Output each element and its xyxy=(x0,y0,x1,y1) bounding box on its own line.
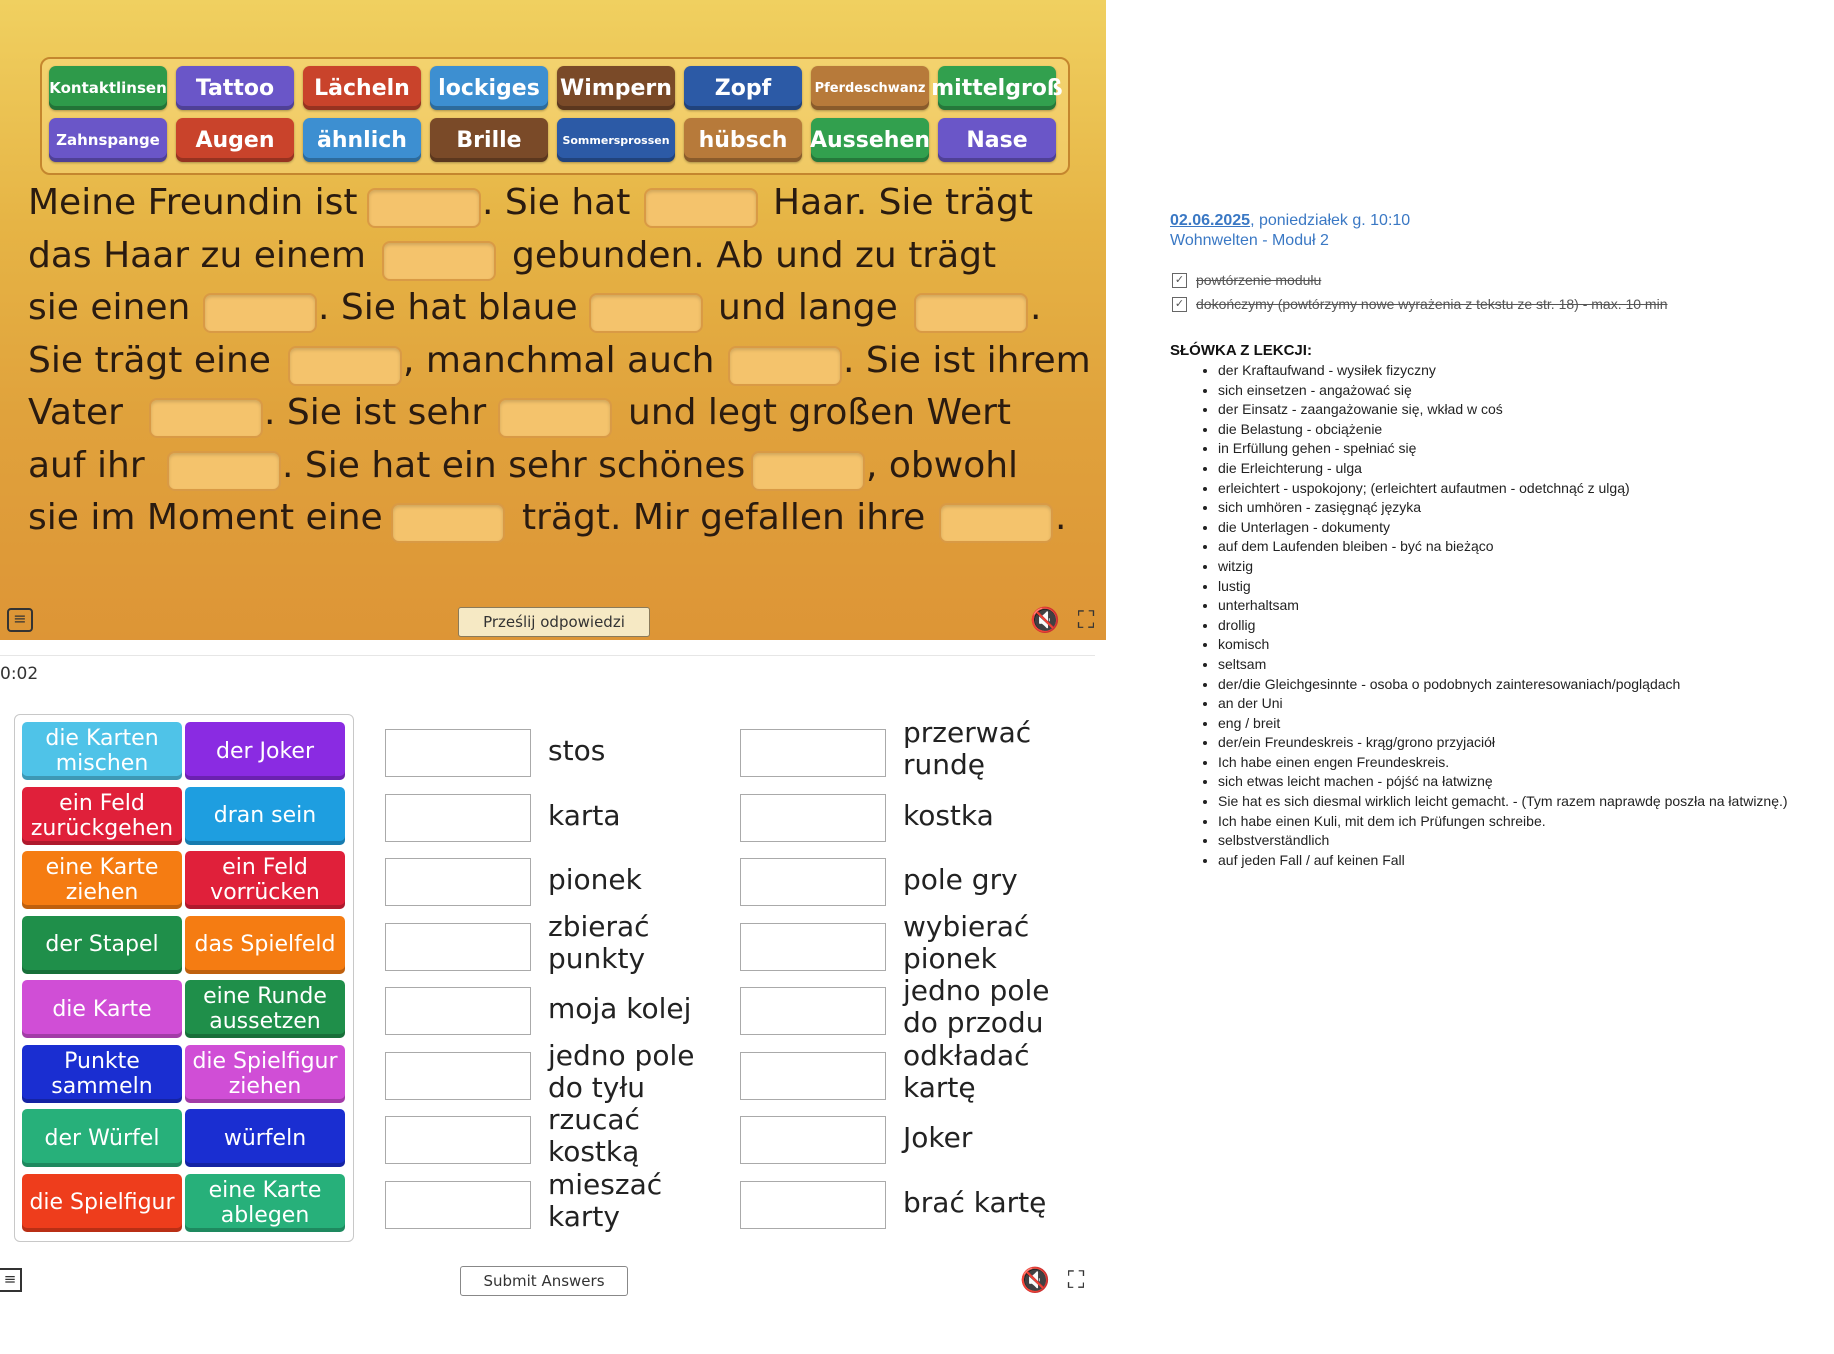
answer-label: mieszać karty xyxy=(548,1167,663,1233)
todo-text: powtórzenie modułu xyxy=(1196,272,1322,288)
term-tile[interactable]: ein Feld vorrücken xyxy=(185,851,345,909)
sentence-text: Vater xyxy=(28,392,123,433)
word-tile[interactable]: lockiges xyxy=(430,66,548,110)
sentence-text: und legt großen Wert xyxy=(628,392,1012,433)
checkbox-icon[interactable]: ✓ xyxy=(1172,273,1187,288)
todo-item xyxy=(1174,268,1810,292)
drop-box[interactable] xyxy=(740,923,886,971)
vocab-item: • sich etwas leicht machen - pójść na łatwiznę xyxy=(1218,772,1810,792)
word-tile[interactable]: Aussehen xyxy=(811,118,929,162)
sentence-text: . Sie hat blaue xyxy=(318,287,578,328)
term-tile[interactable]: die Spielfigur ziehen xyxy=(185,1045,345,1103)
answer-label: pionek xyxy=(548,863,642,896)
answer-blank[interactable] xyxy=(644,188,758,228)
sentence-text: auf ihr xyxy=(28,445,145,486)
answer-blank[interactable] xyxy=(589,293,703,333)
vocab-item: • komisch xyxy=(1218,635,1810,655)
submit-button[interactable]: Prześlij odpowiedzi xyxy=(458,607,650,637)
vocab-item: • an der Uni xyxy=(1218,694,1810,714)
vocab-item: • drollig xyxy=(1218,616,1810,636)
fill-in-activity xyxy=(0,0,1106,640)
sentence-text: Sie trägt eine xyxy=(28,340,271,381)
vocab-item: • auf dem Laufenden bleiben - być na bieżąco xyxy=(1218,537,1810,557)
drop-box[interactable] xyxy=(385,1052,531,1100)
term-tile[interactable]: ein Feld zurückgehen xyxy=(22,787,182,845)
term-tile[interactable]: der Joker xyxy=(185,722,345,780)
answer-blank[interactable] xyxy=(149,398,263,438)
sentence-text: trägt. Mir gefallen ihre xyxy=(522,497,926,538)
sentence-text: . Sie hat ein sehr schönes xyxy=(282,445,746,486)
answer-label: moja kolej xyxy=(548,992,692,1025)
date-rest: , poniedziałek g. 10:10 xyxy=(1250,212,1411,229)
sentence-text: . Sie hat xyxy=(482,182,631,223)
sentence-text: sie einen xyxy=(28,287,191,328)
sentence-text: gebunden. Ab und zu trägt xyxy=(512,235,997,276)
term-tile[interactable]: eine Karte ziehen xyxy=(22,851,182,909)
answer-blank[interactable] xyxy=(914,293,1028,333)
term-tile[interactable]: dran sein xyxy=(185,787,345,845)
drop-box[interactable] xyxy=(385,923,531,971)
answer-label: karta xyxy=(548,798,621,832)
vocab-item: • die Unterlagen - dokumenty xyxy=(1218,518,1810,538)
vocab-item: • der Einsatz - zaangażowanie się, wkład w coś xyxy=(1218,400,1810,420)
term-tile[interactable]: eine Karte ablegen xyxy=(185,1174,345,1232)
fullscreen-icon[interactable]: ⛶ xyxy=(1067,1266,1085,1294)
sentence-text: . xyxy=(1055,497,1067,538)
word-tile[interactable]: Lächeln xyxy=(303,66,421,110)
answer-label: zbierać punkty xyxy=(548,909,650,975)
submit-answers-button[interactable]: Submit Answers xyxy=(460,1266,628,1296)
drop-box[interactable] xyxy=(385,858,531,906)
timer: 0:02 xyxy=(0,664,39,684)
vocab-item: • sich umhören - zasięgnąć języka xyxy=(1218,498,1810,518)
divider xyxy=(0,655,1095,656)
answer-label: rzucać kostką xyxy=(548,1103,640,1168)
answer-label: brać kartę xyxy=(903,1185,1047,1219)
mute-icon[interactable]: 🔇 xyxy=(1020,1266,1050,1294)
term-tile[interactable]: die Karten mischen xyxy=(22,722,182,780)
word-tile[interactable]: Zopf xyxy=(684,66,802,110)
vocab-item: • sich einsetzen - angażować się xyxy=(1218,381,1810,401)
vocab-list xyxy=(1170,361,1810,870)
answer-label: przerwać rundę xyxy=(903,716,1032,781)
answer-label: pole gry xyxy=(903,863,1018,896)
date-link[interactable]: 02.06.2025 xyxy=(1170,212,1251,229)
term-tile[interactable]: das Spielfeld xyxy=(185,916,345,974)
word-tile[interactable]: mittelgroß xyxy=(938,66,1056,110)
answer-blank[interactable] xyxy=(391,503,505,543)
answer-label: kostka xyxy=(903,798,994,832)
sentence-text: sie im Moment eine xyxy=(28,497,383,538)
word-tile[interactable]: ähnlich xyxy=(303,118,421,162)
vocab-item: • eng / breit xyxy=(1218,714,1810,734)
menu-icon[interactable]: ≡ xyxy=(7,608,33,632)
vocab-item: • Ich habe einen engen Freundeskreis. xyxy=(1218,753,1810,773)
drop-box[interactable] xyxy=(385,794,531,842)
drop-box[interactable] xyxy=(740,987,886,1035)
sentence-text: , obwohl xyxy=(866,445,1019,486)
word-tile[interactable]: Tattoo xyxy=(176,66,294,110)
word-tile[interactable]: Nase xyxy=(938,118,1056,162)
answer-blank[interactable] xyxy=(939,503,1053,543)
drop-box[interactable] xyxy=(385,1116,531,1164)
vocab-item: • auf jeden Fall / auf keinen Fall xyxy=(1218,851,1810,871)
answer-blank[interactable] xyxy=(203,293,317,333)
vocab-item: • erleichtert - uspokojony; (erleichtert aufautmen - odetchnąć z ulgą) xyxy=(1218,479,1810,499)
answer-label: odkładać kartę xyxy=(903,1038,1030,1104)
lesson-notes xyxy=(1170,212,1810,870)
answer-blank[interactable] xyxy=(751,451,865,491)
sentence-text: . Sie ist ihrem xyxy=(843,340,1091,381)
vocab-heading: SŁÓWKA Z LEKCJI: xyxy=(1170,342,1312,359)
vocab-item: • der Kraftaufwand - wysiłek fizyczny xyxy=(1218,361,1810,381)
term-tile[interactable]: die Karte xyxy=(22,980,182,1038)
answer-label: Joker xyxy=(903,1121,973,1154)
lesson-date xyxy=(1170,212,1810,230)
drop-box[interactable] xyxy=(385,1181,531,1229)
drop-box[interactable] xyxy=(740,1181,886,1229)
term-tile[interactable]: eine Runde aussetzen xyxy=(185,980,345,1038)
vocab-item: • in Erfüllung gehen - spełniać się xyxy=(1218,439,1810,459)
mute-icon[interactable]: 🔇 xyxy=(1030,606,1060,634)
word-tile[interactable]: Kontaktlinsen xyxy=(49,66,167,110)
word-tile[interactable]: Wimpern xyxy=(557,66,675,110)
word-tile[interactable]: hübsch xyxy=(684,118,802,162)
vocab-item: • witzig xyxy=(1218,557,1810,577)
drop-box[interactable] xyxy=(740,729,886,777)
answer-blank[interactable] xyxy=(167,451,281,491)
answer-label: stos xyxy=(548,734,606,767)
vocab-item: • selbstverständlich xyxy=(1218,831,1810,851)
drop-box[interactable] xyxy=(740,794,886,842)
vocab-item: • seltsam xyxy=(1218,655,1810,675)
answer-blank[interactable] xyxy=(288,346,402,386)
word-tile[interactable]: Brille xyxy=(430,118,548,162)
module-title: Wohnwelten - Moduł 2 xyxy=(1170,232,1329,249)
vocab-item: • der/die Gleichgesinnte - osoba o podobnych zainteresowaniach/poglądach xyxy=(1218,675,1810,695)
todo-item xyxy=(1174,292,1810,316)
fullscreen-icon[interactable]: ⛶ xyxy=(1077,606,1095,634)
word-tile[interactable]: Augen xyxy=(176,118,294,162)
vocab-item: • der/ein Freundeskreis - krąg/grono przyjaciół xyxy=(1218,733,1810,753)
term-tile[interactable]: würfeln xyxy=(185,1109,345,1167)
sentence-text: . xyxy=(1030,287,1042,328)
drop-box[interactable] xyxy=(385,987,531,1035)
drop-box[interactable] xyxy=(740,1052,886,1100)
answer-label: wybierać pionek xyxy=(903,909,1030,975)
vocab-item: • lustig xyxy=(1218,577,1810,597)
vocab-item: • Sie hat es sich diesmal wirklich leicht gemacht. - (Tym razem naprawdę poszła na łatwiznę.) xyxy=(1218,792,1810,812)
sentence-text: und lange xyxy=(718,287,898,328)
sentence-text: Meine Freundin ist xyxy=(28,182,358,223)
sentence-text: . Sie ist sehr xyxy=(264,392,487,433)
todo-text: dokończymy (powtórzymy nowe wyrażenia z tekstu ze str. 18) - max. 10 min xyxy=(1196,296,1668,312)
term-tile[interactable]: der Würfel xyxy=(22,1109,182,1167)
vocab-item: • Ich habe einen Kuli, mit dem ich Prüfungen schreibe. xyxy=(1218,812,1810,832)
vocab-item: • die Belastung - obciążenie xyxy=(1218,420,1810,440)
term-tile[interactable]: die Spielfigur xyxy=(22,1174,182,1232)
answer-label: jedno pole do przodu xyxy=(903,974,1050,1039)
menu-icon[interactable]: ≡ xyxy=(0,1268,22,1292)
word-tile[interactable]: Zahnspange xyxy=(49,118,167,162)
sentence-text: , manchmal auch xyxy=(403,340,715,381)
sentence-text: das Haar zu einem xyxy=(28,235,366,276)
answer-label: jedno pole do tyłu xyxy=(548,1038,695,1104)
drop-box[interactable] xyxy=(740,858,886,906)
term-tile[interactable]: Punkte sammeln xyxy=(22,1045,182,1103)
vocab-item: • unterhaltsam xyxy=(1218,596,1810,616)
answer-blank[interactable] xyxy=(367,188,481,228)
answer-blank[interactable] xyxy=(728,346,842,386)
answer-blank[interactable] xyxy=(382,241,496,281)
word-tile[interactable]: Pferdeschwanz xyxy=(811,66,929,110)
term-tile[interactable]: der Stapel xyxy=(22,916,182,974)
sentence-text: Haar. Sie trägt xyxy=(773,182,1033,223)
vocab-item: • die Erleichterung - ulga xyxy=(1218,459,1810,479)
answer-blank[interactable] xyxy=(498,398,612,438)
drop-box[interactable] xyxy=(385,729,531,777)
word-tile[interactable]: Sommersprossen xyxy=(557,118,675,162)
drop-box[interactable] xyxy=(740,1116,886,1164)
checkbox-icon[interactable]: ✓ xyxy=(1172,297,1187,312)
